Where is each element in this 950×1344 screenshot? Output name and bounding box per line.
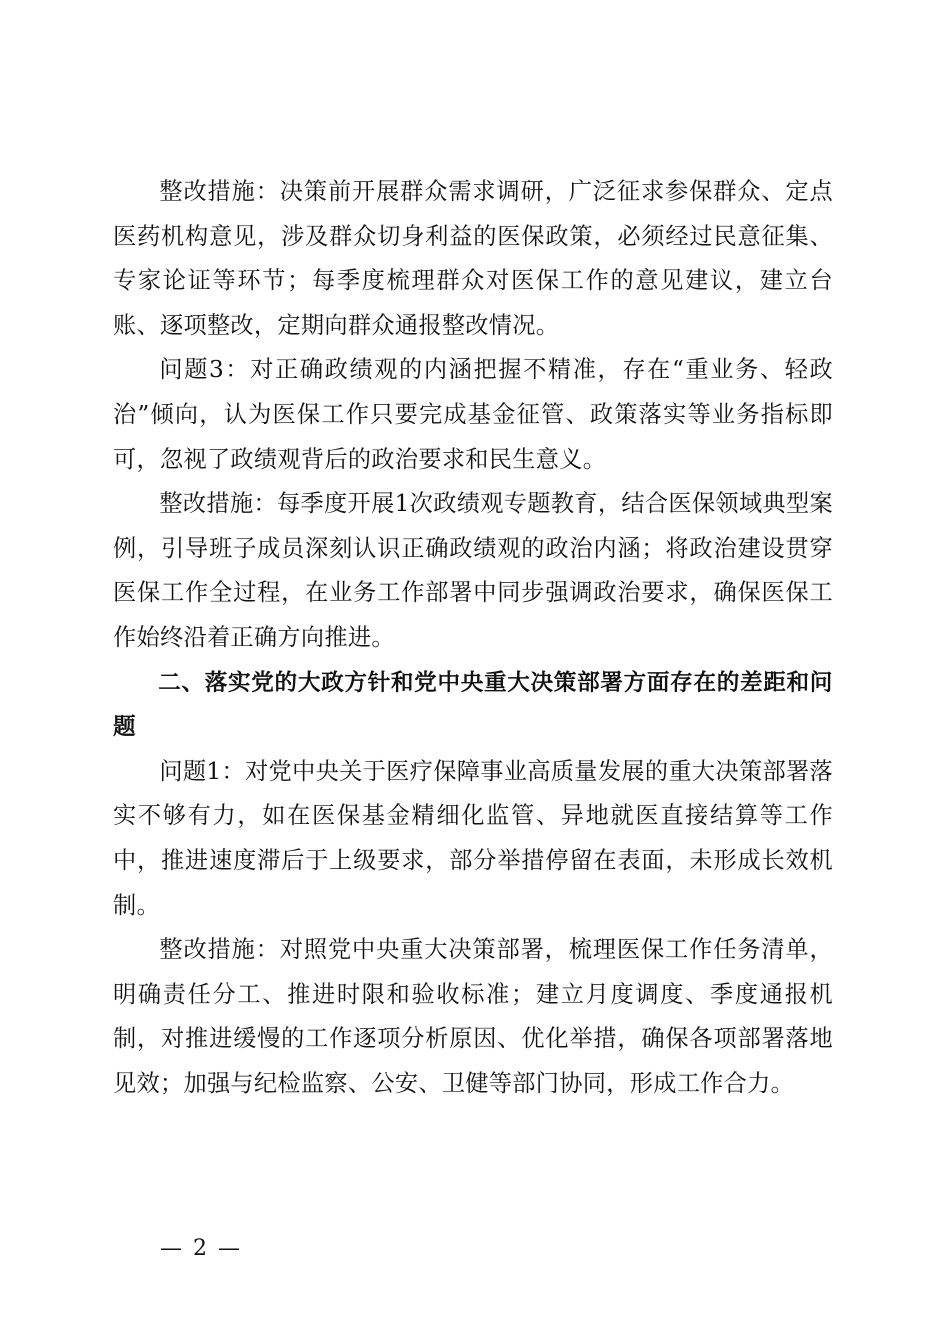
paragraph-rectification-measures-3: 整改措施：对照党中央重大决策部署，梳理医保工作任务清单，明确责任分工、推进时限和验收标准；建立月度调度、季度通报机制，对推进缓慢的工作逐项分析原因、优化举措，确保各项部署落地见效；加强与纪检监察、公安、卫健等部门协同，形成工作合力。 bbox=[113, 936, 833, 1097]
page-number: — 2 — bbox=[160, 1236, 242, 1261]
section-heading-2: 二、落实党的大政方针和党中央重大决策部署方面存在的差距和问题 bbox=[113, 669, 833, 741]
paragraph-problem-1: 问题1：对党中央关于医疗保障事业高质量发展的重大决策部署落实不够有力，如在医保基金精细化监管、异地就医直接结算等工作中，推进速度滞后于上级要求，部分举措停留在表面，未形成长效机制。 bbox=[113, 757, 833, 919]
paragraph-rectification-measures-2: 整改措施：每季度开展1次政绩观专题教育，结合医保领域典型案例，引导班子成员深刻认识正确政绩观的政治内涵；将政治建设贯穿医保工作全过程，在业务工作部署中同步强调政治要求，确保医保工作始终沿着正确方向推进。 bbox=[113, 490, 833, 651]
paragraph-problem-3: 问题3：对正确政绩观的内涵把握不精准，存在“重业务、轻政治”倾向，认为医保工作只要完成基金征管、政策落实等业务指标即可，忽视了政绩观背后的政治要求和民生意义。 bbox=[113, 356, 833, 473]
document-page bbox=[113, 170, 833, 1106]
paragraph-rectification-measures-1: 整改措施：决策前开展群众需求调研，广泛征求参保群众、定点医药机构意见，涉及群众切身利益的医保政策，必须经过民意征集、专家论证等环节；每季度梳理群众对医保工作的意见建议，建立台账、逐项整改，定期向群众通报整改情况。 bbox=[113, 178, 833, 339]
